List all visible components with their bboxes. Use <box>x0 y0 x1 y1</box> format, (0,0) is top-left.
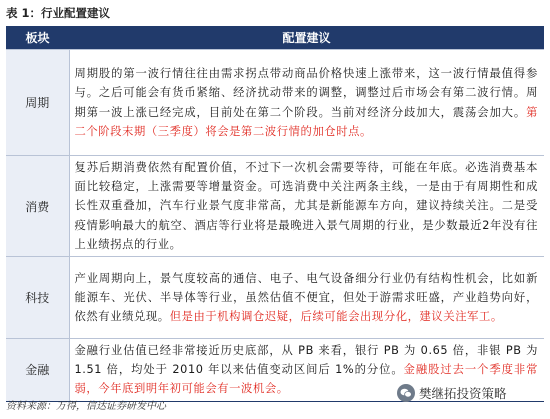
advice-text: 产业周期向上，景气度较高的通信、电子、电气设备细分行业仍有结构性机会，比如新能源车、光伏、半导体等行业，虽然估值不便宜，但处于游需求旺盛，产业趋势向好，依然有业绩兑现。 <box>74 271 538 324</box>
sector-label: 科技 <box>6 257 69 339</box>
advice-text: 金融行业估值已经非常接近历史底部，从 PB 来看，银行 PB 为 0.65 倍，非银 PB 为 1.51 倍，均处于 2010 年以来估值变动区间后 1%的分位。 <box>74 344 538 377</box>
advice-cell <box>69 257 544 339</box>
table-row-consumer <box>6 156 544 257</box>
advice-cell <box>69 50 544 156</box>
advice-cell <box>69 156 544 257</box>
advice-text: 周期股的第一波行情往往由需求拐点带动商品价格快速上涨带来，这一波行情最值得参与。之后可能会有货币紧缩、经济扰动带来的调整，调整过后市场会有第二波行情。周期第一波上涨已经完成，目前处在第二个阶段。当前对经济分歧加大，震荡会加大。 <box>74 67 538 119</box>
advice-highlight: 但是由于机构调仓迟疑，后续可能会出现分化，建议关注军工。 <box>169 310 503 324</box>
watermark <box>397 384 507 402</box>
table-caption: 表 1：行业配置建议 <box>6 6 111 20</box>
header-sector: 板块 <box>6 26 69 50</box>
table-row-cyclical <box>6 50 544 156</box>
table-header-row <box>6 26 544 50</box>
advice-highlight: 金融股过去一个季度非常弱，今年底到明年初可能会有一波机会。 <box>74 363 538 396</box>
source-note: 资料来源：万得，信达证券研发中心 <box>6 401 166 412</box>
advice-text: 复苏后期消费依然有配置价值，不过下一次机会需要等待，可能在年底。必选消费基本面比较稳定，上涨需要等增量资金。可选消费中关注两条主线，一是由于有周期性和成长性双重叠加，汽车行业景气度非常高，尤其是新能源车方向，建议持续关注。二是受疫情影响最大的航空、酒店等行业将是最晚进入景气周期的行业，是少数最近2年没有往上业绩拐点的行业。 <box>74 161 538 251</box>
sector-label: 消费 <box>6 156 69 257</box>
allocation-table <box>6 26 544 402</box>
table-row-tech <box>6 257 544 339</box>
wechat-icon <box>397 384 415 402</box>
sector-label: 金融 <box>6 339 69 402</box>
watermark-text: 樊继拓投资策略 <box>419 386 507 401</box>
advice-highlight: 第二个阶段末期（三季度）将会是第二波行情的加仓时点。 <box>74 105 538 138</box>
header-advice: 配置建议 <box>69 26 544 50</box>
sector-label: 周期 <box>6 50 69 156</box>
